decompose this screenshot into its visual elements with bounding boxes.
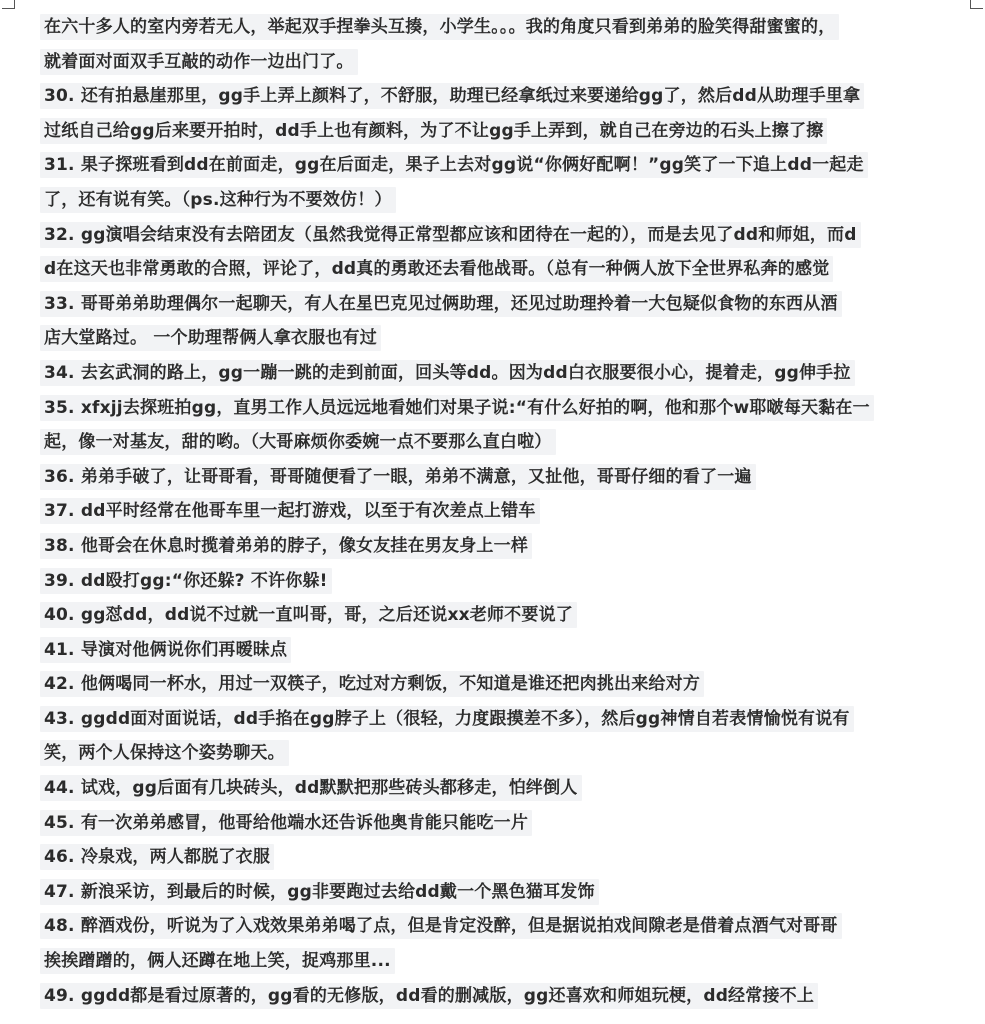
- list-item: [40, 460, 960, 495]
- list-item: [40, 979, 960, 1014]
- text-line: 了，还有说有笑。（ps.这种行为不要效仿！）: [40, 187, 396, 213]
- text-line: 44. 试戏，gg后面有几块砖头，dd默默把那些砖头都移走，怕绊倒人: [40, 775, 582, 801]
- text-line: d在这天也非常勇敢的合照，评论了，dd真的勇敢还去看他战哥。（总有一种俩人放下全世界私奔的感觉: [40, 256, 833, 282]
- list-item: [40, 287, 960, 356]
- list-item: [40, 79, 960, 148]
- list-item: [40, 564, 960, 599]
- text-line: 过纸自己给gg后来要开拍时，dd手上也有颜料，为了不让gg手上弄到，就自己在旁边的石头上擦了擦: [40, 118, 827, 144]
- list-item: [40, 806, 960, 841]
- text-line: 42. 他俩喝同一杯水，用过一双筷子，吃过对方剩饭，不知道是谁还把肉挑出来给对方: [40, 671, 704, 697]
- text-line: 37. dd平时经常在他哥车里一起打游戏，以至于有次差点上错车: [40, 498, 540, 524]
- list-item: [40, 702, 960, 771]
- list-item: [40, 840, 960, 875]
- text-line: 39. dd殴打gg:“你还躲? 不许你躲!: [40, 568, 332, 594]
- page-corner-mark-left: [2, 0, 15, 9]
- text-line: 46. 冷泉戏，两人都脱了衣服: [40, 844, 274, 870]
- text-line: 48. 醉酒戏份，听说为了入戏效果弟弟喝了点，但是肯定没醉，但是据说拍戏间隙老是借着点酒气对哥哥: [40, 913, 842, 939]
- text-line: 40. gg怼dd，dd说不过就一直叫哥，哥，之后还说xx老师不要说了: [40, 602, 577, 628]
- list-item: [40, 148, 960, 217]
- text-line: 36. 弟弟手破了，让哥哥看，哥哥随便看了一眼，弟弟不满意，又扯他，哥哥仔细的看了一遍: [40, 464, 756, 490]
- text-line: 就着面对面双手互敲的动作一边出门了。: [40, 49, 358, 75]
- page-corner-mark-right: [970, 0, 983, 9]
- list-item: [40, 10, 960, 79]
- list-item: [40, 391, 960, 460]
- list-item: [40, 356, 960, 391]
- list-item: [40, 494, 960, 529]
- list-item: [40, 633, 960, 668]
- text-line: 店大堂路过。 一个助理帮俩人拿衣服也有过: [40, 325, 381, 351]
- text-line: 起，像一对基友，甜的哟。（大哥麻烦你委婉一点不要那么直白啦）: [40, 429, 556, 455]
- list-item: [40, 218, 960, 287]
- text-line: 47. 新浪采访，到最后的时候，gg非要跑过去给dd戴一个黑色猫耳发饰: [40, 879, 599, 905]
- text-line: 30. 还有拍悬崖那里，gg手上弄上颜料了，不舒服，助理已经拿纸过来要递给gg了，然后dd从助理手里拿: [40, 83, 864, 109]
- text-line: 43. ggdd面对面说话，dd手掐在gg脖子上（很轻，力度跟摸差不多），然后gg神情自若表情愉悦有说有: [40, 706, 854, 732]
- text-line: 笑，两个人保持这个姿势聊天。: [40, 740, 289, 766]
- text-line: 45. 有一次弟弟感冒，他哥给他端水还告诉他奥肯能只能吃一片: [40, 810, 532, 836]
- text-body: [40, 10, 960, 1013]
- text-line: 33. 哥哥弟弟助理偶尔一起聊天，有人在星巴克见过俩助理，还见过助理拎着一大包疑似食物的东西从酒: [40, 291, 842, 317]
- text-line: 挨挨蹭蹭的，俩人还蹲在地上笑，捉鸡那里...: [40, 948, 395, 974]
- text-line: 32. gg演唱会结束没有去陪团友（虽然我觉得正常型都应该和团待在一起的），而是去见了dd和师姐，而d: [40, 222, 861, 248]
- list-item: [40, 529, 960, 564]
- text-line: 41. 导演对他俩说你们再暧昧点: [40, 637, 291, 663]
- list-item: [40, 771, 960, 806]
- text-line: 31. 果子探班看到dd在前面走，gg在后面走，果子上去对gg说“你俩好配啊！”gg笑了一下追上dd一起走: [40, 152, 868, 178]
- list-item: [40, 909, 960, 978]
- list-item: [40, 667, 960, 702]
- list-item: [40, 875, 960, 910]
- text-line: 35. xfxjj去探班拍gg，直男工作人员远远地看她们对果子说:“有什么好拍的啊，他和那个w耶啵每天黏在一: [40, 395, 874, 421]
- text-line: 38. 他哥会在休息时揽着弟弟的脖子，像女友挂在男友身上一样: [40, 533, 532, 559]
- list-item: [40, 598, 960, 633]
- text-line: 34. 去玄武洞的路上，gg一蹦一跳的走到前面，回头等dd。因为dd白衣服要很小心，提着走，gg伸手拉: [40, 360, 855, 386]
- text-line: 在六十多人的室内旁若无人，举起双手捏拳头互揍，小学生。。。我的角度只看到弟弟的脸笑得甜蜜蜜的，: [40, 14, 839, 40]
- text-line: 49. ggdd都是看过原著的，gg看的无修版，dd看的删减版，gg还喜欢和师姐玩梗，dd经常接不上: [40, 983, 818, 1009]
